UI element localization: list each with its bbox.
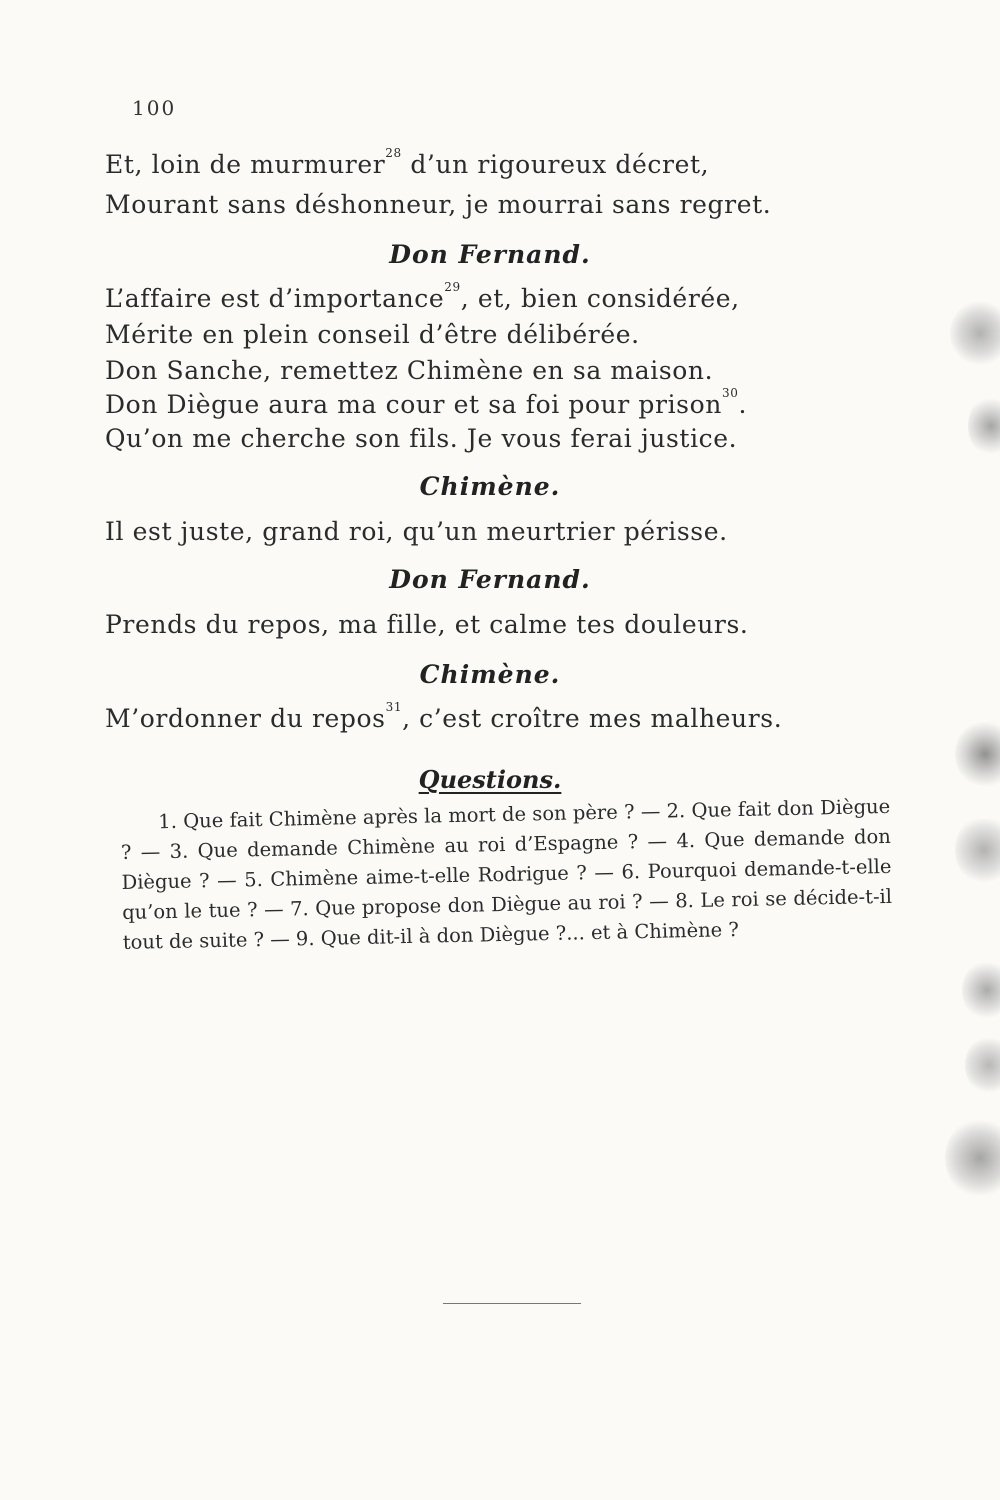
ink-stain (968, 395, 1000, 457)
verse-line: Mérite en plein conseil d’être délibérée. (105, 320, 640, 349)
ink-stain (965, 1035, 1000, 1095)
verse-line (105, 280, 740, 313)
verse-line (105, 146, 710, 179)
verse-line (105, 700, 783, 733)
speaker-name: Chimène. (419, 660, 561, 689)
speaker-name: Don Fernand. (389, 240, 591, 269)
ink-stain (955, 815, 1000, 885)
questions-block (120, 792, 893, 958)
verse-text: , et, bien considérée, (460, 284, 740, 313)
verse-text: d’un rigoureux décret, (401, 150, 710, 179)
verse-line (105, 386, 747, 419)
footnote-ref: 29 (444, 280, 461, 294)
ink-stain (945, 1118, 1000, 1198)
verse-text: L’affaire est d’importance (105, 284, 445, 313)
ink-stain (962, 960, 1000, 1020)
verse-text: Don Diègue aura ma cour et sa foi pour prison (105, 390, 722, 419)
speaker-name: Chimène. (419, 472, 561, 501)
questions-heading: Questions. (418, 765, 562, 794)
footnote-ref: 31 (385, 700, 403, 714)
verse-line: Mourant sans déshonneur, je mourrai sans regret. (105, 190, 772, 219)
speaker-name: Don Fernand. (389, 565, 591, 594)
footnote-ref: 30 (721, 386, 739, 400)
verse-text: M’ordonner du repos (105, 704, 386, 733)
verse-line: Prends du repos, ma fille, et calme tes douleurs. (105, 610, 749, 639)
page-number: 100 (132, 96, 177, 120)
questions-text: 1. Que fait Chimène après la mort de son père ? — 2. Que fait don Diègue ? — 3. Que demande Chimène au roi d’Espagne ? — 4. Que demande don Diègue ? — 5. Chimène aime-t-elle Rodrigue ? — 6. Pourquoi demande-t-elle qu’on le tue ? — 7. Que propose don Diègue au roi ? — 8. Le roi se décide-t-il tout de suite ? — 9. Que dit-il à don Diègue ?... et à Chimène ? (120, 794, 893, 954)
footnote-ref: 28 (385, 146, 402, 160)
verse-text: . (738, 390, 747, 419)
verse-line: Qu’on me cherche son fils. Je vous ferai justice. (105, 424, 738, 453)
verse-line: Don Sanche, remettez Chimène en sa maison. (105, 356, 714, 385)
verse-text: Et, loin de murmurer (105, 150, 386, 179)
ink-stain (950, 300, 1000, 366)
section-divider (443, 1303, 581, 1304)
verse-line: Il est juste, grand roi, qu’un meurtrier périsse. (105, 517, 728, 546)
verse-text: , c’est croître mes malheurs. (402, 704, 783, 733)
